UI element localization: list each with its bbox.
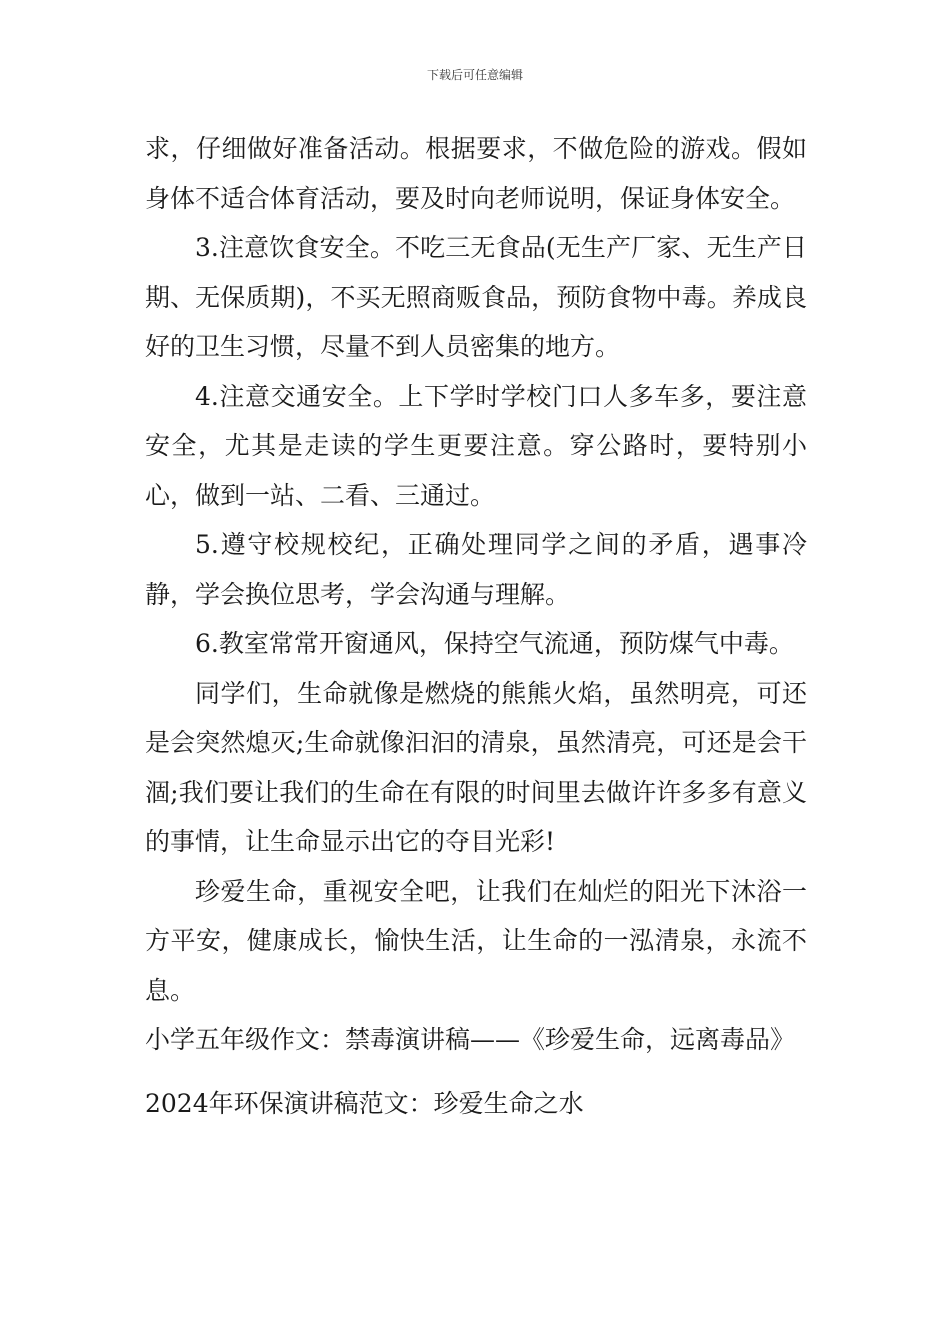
paragraph-traffic-safety: 4.注意交通安全。上下学时学校门口人多车多，要注意安全，尤其是走读的学生更要注意。穿公路时，要特别小心，做到一站、二看、三通过。 (145, 381, 807, 510)
document-body (145, 124, 807, 1128)
paragraph-continuation: 求，仔细做好准备活动。根据要求，不做危险的游戏。假如身体不适合体育活动，要及时向老师说明，保证身体安全。 (145, 134, 807, 213)
paragraph-life-metaphor: 同学们，生命就像是燃烧的熊熊火焰，虽然明亮，可还是会突然熄灭;生命就像汩汩的清泉，虽然清亮，可还是会干涸;我们要让我们的生命在有限的时间里去做许许多多有意义的事情，让生命显示出它的夺目光彩! (145, 678, 807, 856)
related-article-link[interactable]: 2024年环保演讲稿范文：珍爱生命之水 (145, 1088, 584, 1118)
related-article-link[interactable]: 小学五年级作文：禁毒演讲稿——《珍爱生命，远离毒品》 (145, 1025, 796, 1054)
paragraph-conclusion: 珍爱生命，重视安全吧，让我们在灿烂的阳光下沐浴一方平安，健康成长，愉快生活，让生命的一泓清泉，永流不息。 (145, 876, 807, 1005)
paragraph-ventilation: 6.教室常常开窗通风，保持空气流通，预防煤气中毒。 (195, 629, 794, 658)
paragraph-school-rules: 5.遵守校规校纪，正确处理同学之间的矛盾，遇事冷静，学会换位思考，学会沟通与理解。 (145, 530, 807, 609)
page-header: 下载后可任意编辑 (426, 68, 523, 82)
paragraph-food-safety: 3.注意饮食安全。不吃三无食品(无生产厂家、无生产日期、无保质期)，不买无照商贩食品，预防食物中毒。养成良好的卫生习惯，尽量不到人员密集的地方。 (145, 233, 807, 361)
